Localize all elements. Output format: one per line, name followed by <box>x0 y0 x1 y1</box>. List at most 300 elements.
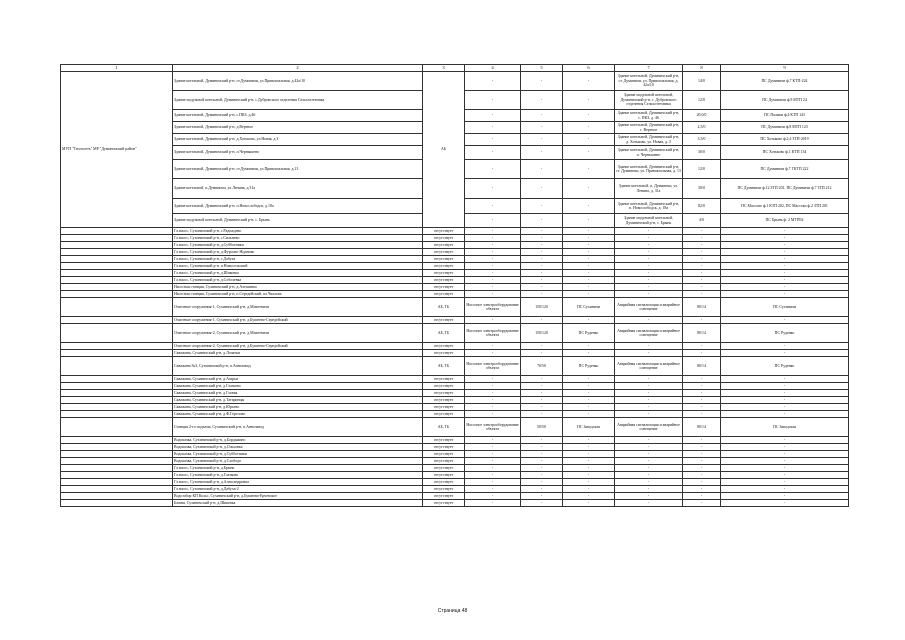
empty-cell <box>61 493 173 500</box>
cell-c4: - <box>465 350 521 357</box>
cell-c9: - <box>721 343 849 350</box>
header-cell: 3 <box>423 65 465 72</box>
cell-c2: Гл.насос, Сухиничский р-н, д.Глазково <box>173 472 423 479</box>
cell-c6: - <box>563 72 615 91</box>
cell-c2: Здание модульной котельной, Думиничский р-н, с. Брынь <box>173 214 423 228</box>
cell-c3: отсутствует <box>423 317 465 324</box>
cell-c5: - <box>521 486 563 493</box>
cell-c3: отсутствует <box>423 249 465 256</box>
empty-cell <box>61 444 173 451</box>
cell-c8: - <box>683 465 721 472</box>
cell-c2: Водокачка, Сухиничский р-н, д.Бордыкино <box>173 437 423 444</box>
cell-c2: Очистные сооружения-2, Сухиничский р-н, д.Михеевичи <box>173 324 423 343</box>
cell-c9: - <box>721 404 849 411</box>
table-row <box>61 390 849 397</box>
cell-c3: АБ, ТБ <box>423 418 465 437</box>
cell-c9: - <box>721 500 849 507</box>
cell-c5: 70/50 <box>521 357 563 376</box>
cell-c4: - <box>465 72 521 91</box>
cell-c5: - <box>521 465 563 472</box>
cell-c5: - <box>521 458 563 465</box>
cell-c7: - <box>615 263 683 270</box>
cell-c6: - <box>563 284 615 291</box>
empty-cell <box>61 324 173 343</box>
cell-c7: - <box>615 317 683 324</box>
table-row <box>61 444 849 451</box>
table-row <box>61 343 849 350</box>
cell-c2: Здание котельной, Думиничский р-н, д.Вертное <box>173 122 423 134</box>
data-table <box>60 64 849 507</box>
cell-c7: Здание котельной, Думиничский р-н, ст. Думиничи, ул. Привокзальная, д. 13 <box>615 160 683 179</box>
cell-c6: - <box>563 500 615 507</box>
cell-c9: - <box>721 458 849 465</box>
cell-c2: Водокачка, Сухиничский р-н, д.Ольховка <box>173 444 423 451</box>
cell-c2: Станция 2-го подъема, Сухиничский р-н, п.Аннозавод <box>173 418 423 437</box>
cell-c5: - <box>521 500 563 507</box>
cell-c5: - <box>521 263 563 270</box>
empty-cell <box>61 298 173 317</box>
cell-c7: Аварийная сигнализация и аварийное освещение <box>615 324 683 343</box>
cell-c8: - <box>683 397 721 404</box>
cell-c4: - <box>465 404 521 411</box>
cell-c7: - <box>615 411 683 418</box>
cell-c8: - <box>683 479 721 486</box>
cell-c2: Гл.насос, Сухиничский р-н, с.Сильнево <box>173 235 423 242</box>
cell-c5: - <box>521 390 563 397</box>
cell-c7: - <box>615 383 683 390</box>
cell-c8: - <box>683 390 721 397</box>
cell-c9: ПС Думиничи ф.7 КТП-224 <box>721 72 849 91</box>
empty-cell <box>61 291 173 298</box>
cell-c8: 12/0 <box>683 160 721 179</box>
cell-c8: - <box>683 493 721 500</box>
cell-c4: - <box>465 486 521 493</box>
cell-c8: - <box>683 291 721 298</box>
cell-c6: - <box>563 444 615 451</box>
cell-c5: - <box>521 270 563 277</box>
cell-c2: Здание котельной, Думиничский р-н, д.Хотьково, ул.Новая, д.3 <box>173 134 423 146</box>
table-row <box>61 249 849 256</box>
cell-c4: - <box>465 242 521 249</box>
cell-c4: - <box>465 317 521 324</box>
cell-c6: - <box>563 451 615 458</box>
cell-c5: - <box>521 343 563 350</box>
cell-c7: Здание котельной, п. Думиничи, ул. Ленина, д. 31а <box>615 179 683 199</box>
cell-c5: - <box>521 451 563 458</box>
cell-c9: ПС Хотьково ф.1 КТП 134 <box>721 146 849 160</box>
cell-c8: 80/14 <box>683 357 721 376</box>
cell-c9: - <box>721 317 849 324</box>
empty-cell <box>61 277 173 284</box>
cell-c7: Здание модульной котельной, Думиничский р-н, с. Брынь <box>615 214 683 228</box>
cell-c7: - <box>615 472 683 479</box>
cell-c2: Здание модульной котельной, Думиничский р-н, с.Дубровского отделения Сельхозтехника <box>173 91 423 110</box>
cell-c2: Гл.насос, Сухиничский р-н, д.Дабуха-2 <box>173 486 423 493</box>
cell-c5: 50/50 <box>521 418 563 437</box>
cell-c2: Очистные сооружения-2, Сухиничский р-н, д.Бушнево-Середейский <box>173 343 423 350</box>
cell-c8: 82/0 <box>683 199 721 214</box>
cell-c6: - <box>563 214 615 228</box>
cell-c4: - <box>465 437 521 444</box>
cell-c5: - <box>521 110 563 122</box>
cell-c7: Здание котельной, Думиничский р-н, п. Чернышено <box>615 146 683 160</box>
cell-c9: ПС Сухиничи <box>721 298 849 317</box>
header-cell: 1 <box>61 65 173 72</box>
cell-c7: - <box>615 228 683 235</box>
cell-c8: - <box>683 411 721 418</box>
empty-cell <box>61 411 173 418</box>
table-row <box>61 437 849 444</box>
cell-c7: - <box>615 277 683 284</box>
cell-c2: Скважина, Сухиничский р-н, д.Ф.Горелово <box>173 411 423 418</box>
cell-c7: - <box>615 235 683 242</box>
cell-c3: отсутствует <box>423 350 465 357</box>
table-row <box>61 277 849 284</box>
table-row <box>61 324 849 343</box>
cell-c4: - <box>465 397 521 404</box>
cell-c8: - <box>683 343 721 350</box>
cell-c7: - <box>615 256 683 263</box>
cell-c9: - <box>721 228 849 235</box>
cell-c3: отсутствует <box>423 404 465 411</box>
cell-c4: - <box>465 270 521 277</box>
cell-c9: ПС Думиничи ф.8 МТП 123 <box>721 122 849 134</box>
cell-c7: - <box>615 500 683 507</box>
cell-c6: - <box>563 122 615 134</box>
cell-c6: - <box>563 291 615 298</box>
cell-c4: Насосное электрооборудование объекта <box>465 298 521 317</box>
cell-c2: Гл.насос, Сухиничский р-н, с.Дабуха <box>173 256 423 263</box>
cell-c5: - <box>521 404 563 411</box>
cell-c5: - <box>521 493 563 500</box>
cell-c8: - <box>683 270 721 277</box>
empty-cell <box>61 437 173 444</box>
cell-c9: - <box>721 472 849 479</box>
cell-c5: - <box>521 437 563 444</box>
cell-c3: отсутствует <box>423 493 465 500</box>
cell-c5: - <box>521 249 563 256</box>
cell-c6: - <box>563 493 615 500</box>
cell-c2: Скважина, Сухиничский р-н, д.Гловая <box>173 390 423 397</box>
cell-c9: - <box>721 390 849 397</box>
cell-c9: - <box>721 444 849 451</box>
cell-c9: ПС Думиничи ф.12 ЗТП 201, ПС Думиничи ф.7 ЗТП 212 <box>721 179 849 199</box>
empty-cell <box>61 357 173 376</box>
cell-c4: - <box>465 110 521 122</box>
cell-c6: - <box>563 146 615 160</box>
table-row <box>61 72 849 91</box>
cell-c5: - <box>521 397 563 404</box>
table-row <box>61 404 849 411</box>
cell-c7: Здание модульной котельной, Думиничский р-н, с. Дубровского отделения Сельхозтехника <box>615 91 683 110</box>
cell-c3: отсутствует <box>423 256 465 263</box>
cell-c7: - <box>615 479 683 486</box>
cell-c5: - <box>521 228 563 235</box>
table-row <box>61 263 849 270</box>
cell-c5: - <box>521 235 563 242</box>
cell-c2: Здание котельной, Думиничский р-н, ст.Думиничи, ул.Привокзальная, д.13 <box>173 160 423 179</box>
cell-c9: ПС Хотьково ф.2,4 ЗТП-2019 <box>721 134 849 146</box>
cell-c3: отсутствует <box>423 458 465 465</box>
cell-c2: Скважина, Сухиничский р-н, д.Азарьи <box>173 376 423 383</box>
cell-c6: - <box>563 256 615 263</box>
cell-c8: - <box>683 451 721 458</box>
cell-c7: Здание котельной, Думиничский р-н, с. ПКЗ, д. 46 <box>615 110 683 122</box>
cell-c3: отсутствует <box>423 397 465 404</box>
cell-c6: - <box>563 242 615 249</box>
table-row <box>61 317 849 324</box>
cell-c9: - <box>721 242 849 249</box>
cell-c2: Скважина, Сухиничский р-н, д.Татаринцы <box>173 397 423 404</box>
cell-c7: Здание котельной, Думиничский р-н, с. Вертное <box>615 122 683 134</box>
cell-c3: отсутствует <box>423 451 465 458</box>
cell-c2: Очистные сооружения-1, Сухиничский р-н, д.Бушнево-Середейский <box>173 317 423 324</box>
cell-c5: - <box>521 317 563 324</box>
cell-c3: отсутствует <box>423 263 465 270</box>
cell-c6: - <box>563 270 615 277</box>
cell-c6: - <box>563 160 615 179</box>
table-row <box>61 397 849 404</box>
cell-c6: - <box>563 263 615 270</box>
cell-c5: - <box>521 134 563 146</box>
cell-c3: АБ, ТБ <box>423 357 465 376</box>
cell-c6: - <box>563 277 615 284</box>
cell-c9: - <box>721 411 849 418</box>
cell-c7: - <box>615 390 683 397</box>
cell-c5: - <box>521 179 563 199</box>
cell-c2: Гл.насос, Сухиничский р-н, п.Новосельский <box>173 263 423 270</box>
table-row <box>61 376 849 383</box>
cell-c9: - <box>721 479 849 486</box>
table-row <box>61 472 849 479</box>
empty-cell <box>61 284 173 291</box>
cell-c9: - <box>721 284 849 291</box>
cell-c8: - <box>683 444 721 451</box>
cell-c9: - <box>721 493 849 500</box>
cell-c5: - <box>521 160 563 179</box>
cell-c3: отсутствует <box>423 390 465 397</box>
cell-c2: Здание котельной, п.Думиничи, ул.Ленина, д.31а <box>173 179 423 199</box>
cell-c5: - <box>521 214 563 228</box>
cell-c8: 80/14 <box>683 298 721 317</box>
cell-c4: - <box>465 411 521 418</box>
cell-c3: отсутствует <box>423 472 465 479</box>
cell-c6: - <box>563 91 615 110</box>
cell-c3: отсутствует <box>423 291 465 298</box>
table-row <box>61 418 849 437</box>
header-cell: 7 <box>615 65 683 72</box>
cell-c6: - <box>563 376 615 383</box>
empty-cell <box>61 256 173 263</box>
cell-c4: - <box>465 199 521 214</box>
empty-cell <box>61 235 173 242</box>
cell-c3: АБ, ТБ <box>423 324 465 343</box>
cell-c8: 20,0/0 <box>683 110 721 122</box>
cell-c6: - <box>563 437 615 444</box>
cell-c5: - <box>521 122 563 134</box>
cell-c9: ПС Брынь ф. 2 МТП92 <box>721 214 849 228</box>
cell-c5: - <box>521 350 563 357</box>
empty-cell <box>61 317 173 324</box>
cell-c4: - <box>465 122 521 134</box>
cell-c8: - <box>683 263 721 270</box>
table-row <box>61 486 849 493</box>
cell-c8: - <box>683 486 721 493</box>
cell-c8: - <box>683 256 721 263</box>
cell-c2: Насосная станция, Сухиничский р-н, д.Алешинка <box>173 284 423 291</box>
cell-c8: 12/0 <box>683 91 721 110</box>
cell-c5: - <box>521 383 563 390</box>
cell-c3: отсутствует <box>423 270 465 277</box>
cell-c5: - <box>521 444 563 451</box>
table-row <box>61 298 849 317</box>
cell-c3: отсутствует <box>423 343 465 350</box>
cell-c8: 30/0 <box>683 179 721 199</box>
cell-c8: - <box>683 242 721 249</box>
cell-c6: - <box>563 343 615 350</box>
cell-c7: - <box>615 249 683 256</box>
cell-c3: отсутствует <box>423 383 465 390</box>
cell-c7: Аварийная сигнализация и аварийное освещение <box>615 418 683 437</box>
table-row <box>61 284 849 291</box>
table-row <box>61 291 849 298</box>
cell-c2: Очистные сооружения-1, Сухиничский р-н, д.Михеевичи <box>173 298 423 317</box>
cell-c4: - <box>465 146 521 160</box>
cell-c4: - <box>465 228 521 235</box>
cell-c2: Скважина, Сухиничский р-н, д.Глазково <box>173 383 423 390</box>
empty-cell <box>61 397 173 404</box>
empty-cell <box>61 465 173 472</box>
empty-cell <box>61 270 173 277</box>
cell-c7: Здание котельной, Думиничский р-н, п. Новослободск, д. 18а <box>615 199 683 214</box>
cell-c4: - <box>465 458 521 465</box>
cell-c3: АБ, ТБ <box>423 298 465 317</box>
cell-c2: Водокачка, Сухиничский р-н, д.Субботники <box>173 451 423 458</box>
cell-c2: Гл.насос, Сухиничский р-н, с.Радождево <box>173 228 423 235</box>
cell-c9: - <box>721 263 849 270</box>
table-row <box>61 350 849 357</box>
cell-c3: отсутствует <box>423 479 465 486</box>
cell-c9: - <box>721 397 849 404</box>
empty-cell <box>61 228 173 235</box>
header-cell: 4 <box>465 65 521 72</box>
cell-c9: - <box>721 235 849 242</box>
cell-c4: - <box>465 249 521 256</box>
cell-c7: - <box>615 465 683 472</box>
table-row <box>61 357 849 376</box>
reserve-type-cell: АБ <box>423 72 465 228</box>
empty-cell <box>61 263 173 270</box>
cell-c8: - <box>683 437 721 444</box>
cell-c6: - <box>563 134 615 146</box>
cell-c9: ПС Думиничи ф.9 МТП 24 <box>721 91 849 110</box>
cell-c4: - <box>465 451 521 458</box>
cell-c3: отсутствует <box>423 411 465 418</box>
cell-c8: - <box>683 277 721 284</box>
cell-c5: - <box>521 479 563 486</box>
cell-c9: - <box>721 465 849 472</box>
cell-c7: - <box>615 350 683 357</box>
cell-c6: - <box>563 486 615 493</box>
header-cell: 9 <box>721 65 849 72</box>
cell-c5: - <box>521 277 563 284</box>
cell-c4: - <box>465 343 521 350</box>
empty-cell <box>61 472 173 479</box>
empty-cell <box>61 500 173 507</box>
cell-c8: - <box>683 317 721 324</box>
page-number: Страница 48 <box>437 608 468 614</box>
cell-c4: Насосное электрооборудование объекта <box>465 418 521 437</box>
cell-c6: - <box>563 249 615 256</box>
cell-c6: - <box>563 228 615 235</box>
cell-c5: - <box>521 376 563 383</box>
cell-c9: - <box>721 291 849 298</box>
cell-c7: - <box>615 444 683 451</box>
cell-c2: Гл.насос, Сухиничский р-н, д.Александровка <box>173 479 423 486</box>
cell-c2: Башня, Сухиничский р-н, д.Шиковка <box>173 500 423 507</box>
cell-c3: отсутствует <box>423 376 465 383</box>
empty-cell <box>61 350 173 357</box>
header-cell: 5 <box>521 65 563 72</box>
cell-c6: ПС Руденко <box>563 357 615 376</box>
cell-c6: - <box>563 479 615 486</box>
cell-c9: - <box>721 383 849 390</box>
cell-c4: - <box>465 91 521 110</box>
cell-c2: Гл.насос, Сухиничский р-н, д.Шиковка <box>173 270 423 277</box>
cell-c7: - <box>615 343 683 350</box>
cell-c6: - <box>563 390 615 397</box>
cell-c6: - <box>563 404 615 411</box>
cell-c2: Здание котельной, Думиничский р-н, п.Новослободск, д.18а <box>173 199 423 214</box>
cell-c5: - <box>521 256 563 263</box>
cell-c9: ПС Руденко <box>721 324 849 343</box>
cell-c7: - <box>615 458 683 465</box>
cell-c4: - <box>465 134 521 146</box>
cell-c4: - <box>465 179 521 199</box>
cell-c8: 2,5/0 <box>683 122 721 134</box>
header-cell: 8 <box>683 65 721 72</box>
cell-c9: - <box>721 249 849 256</box>
cell-c8: 80/14 <box>683 418 721 437</box>
cell-c2: Здание котельной, Думиничский р-н, с.ПКЗ, д.46 <box>173 110 423 122</box>
cell-c4: - <box>465 493 521 500</box>
cell-c6: - <box>563 458 615 465</box>
cell-c3: отсутствует <box>423 284 465 291</box>
cell-c4: Насосное электрооборудование объекта <box>465 324 521 343</box>
empty-cell <box>61 458 173 465</box>
cell-c7: - <box>615 493 683 500</box>
cell-c8: - <box>683 383 721 390</box>
empty-cell <box>61 486 173 493</box>
cell-c8: 30/0 <box>683 146 721 160</box>
table-row <box>61 451 849 458</box>
cell-c8: 80/14 <box>683 324 721 343</box>
table-row <box>61 465 849 472</box>
cell-c7: - <box>615 404 683 411</box>
cell-c7: - <box>615 437 683 444</box>
cell-c2: Скважина, Сухиничский р-н, д.Лопатки <box>173 350 423 357</box>
empty-cell <box>61 376 173 383</box>
cell-c6: - <box>563 397 615 404</box>
empty-cell <box>61 343 173 350</box>
cell-c9: - <box>721 277 849 284</box>
cell-c8: - <box>683 228 721 235</box>
cell-c6: - <box>563 350 615 357</box>
cell-c3: отсутствует <box>423 437 465 444</box>
cell-c9: ПС Палики ф.4 КТП 143 <box>721 110 849 122</box>
cell-c8: - <box>683 472 721 479</box>
empty-cell <box>61 390 173 397</box>
